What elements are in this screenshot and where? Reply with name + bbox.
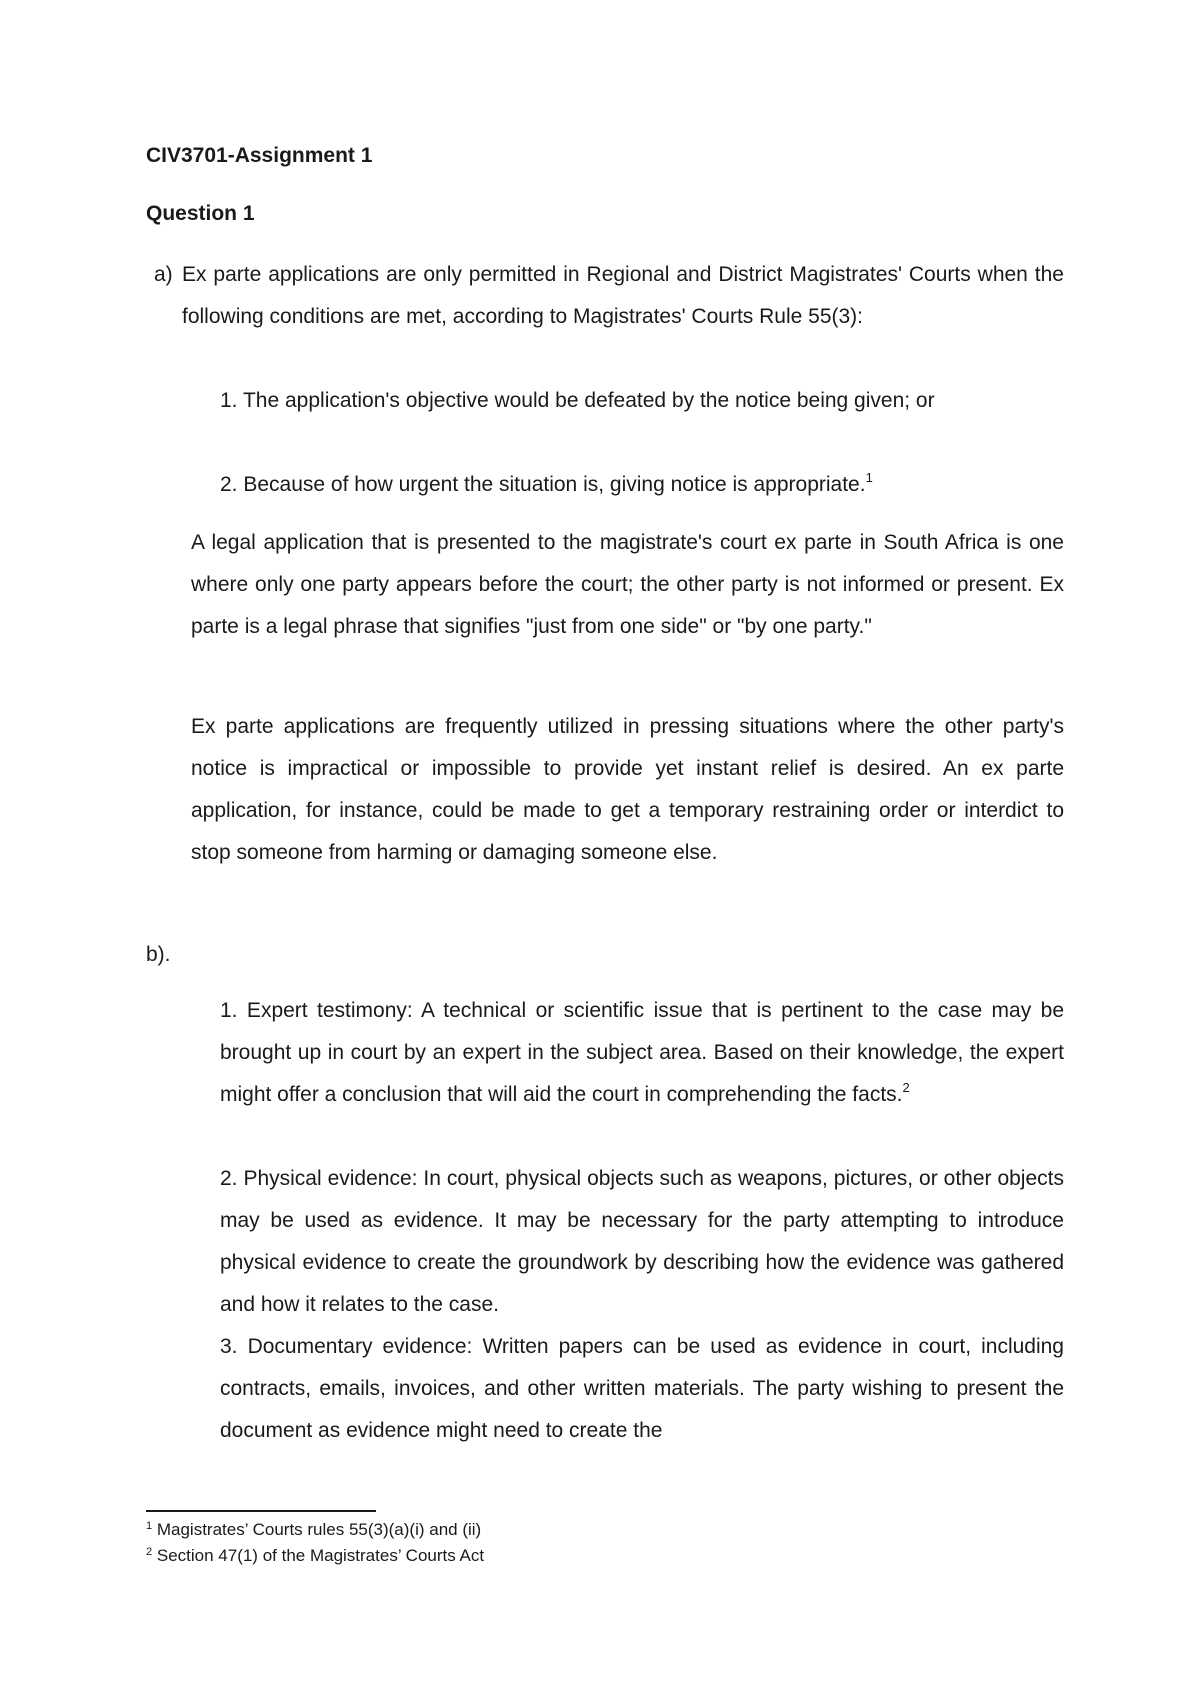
part-b-item-1 bbox=[220, 990, 1064, 1116]
question-heading: Question 1 bbox=[146, 202, 255, 225]
part-b-item-3: 3. Documentary evidence: Written papers can be used as evidence in court, including contracts, emails, invoices, and other written materials. The party wishing to present the document as evidence might need to create the bbox=[220, 1335, 1064, 1442]
part-a-intro: Ex parte applications are only permitted in Regional and District Magistrates' Courts when the following conditions are met, according to Magistrates' Courts Rule 55(3): bbox=[182, 263, 1064, 328]
part-a-marker: a) bbox=[154, 263, 173, 286]
part-a-paragraph-1: A legal application that is presented to the magistrate's court ex parte in South Africa is one where only one party appears before the court; the other party is not informed or present. Ex parte is a legal phrase that signifies "just from one side" or "by one party." bbox=[191, 531, 1064, 638]
part-b-marker: b). bbox=[146, 943, 171, 966]
footnote-separator bbox=[146, 1510, 376, 1512]
assignment-title: CIV3701-Assignment 1 bbox=[146, 144, 373, 167]
condition-1: 1. The application's objective would be defeated by the notice being given; or bbox=[220, 389, 935, 412]
condition-2-text: 2. Because of how urgent the situation is, giving notice is appropriate. bbox=[220, 473, 866, 496]
footnote-1 bbox=[146, 1519, 481, 1541]
footnote-1-number: 1 bbox=[146, 1520, 153, 1532]
footnote-ref-2: 2 bbox=[902, 1080, 910, 1095]
part-a-paragraph-2: Ex parte applications are frequently utilized in pressing situations where the other party's notice is impractical or impossible to provide yet instant relief is desired. An ex parte application, for instance, could be made to get a temporary restraining order or interdict to stop someone from harming or damaging someone else. bbox=[191, 715, 1064, 864]
footnote-2-text: Section 47(1) of the Magistrates’ Courts Act bbox=[156, 1546, 485, 1565]
part-b-item-1-text: 1. Expert testimony: A technical or scientific issue that is pertinent to the case may be brought up in court by an expert in the subject area. Based on their knowledge, the expert might offer a conclusion that will aid the court in comprehending the facts. bbox=[220, 999, 1064, 1106]
condition-2 bbox=[220, 464, 1064, 506]
part-b-item-2: 2. Physical evidence: In court, physical objects such as weapons, pictures, or other objects may be used as evidence. It may be necessary for the party attempting to introduce physical evidence to create the groundwork by describing how the evidence was gathered and how it relates to the case. bbox=[220, 1167, 1064, 1316]
footnote-1-text: Magistrates’ Courts rules 55(3)(a)(i) and (ii) bbox=[156, 1520, 482, 1539]
footnote-ref-1: 1 bbox=[865, 470, 873, 485]
footnote-2 bbox=[146, 1545, 484, 1567]
footnote-2-number: 2 bbox=[146, 1546, 153, 1558]
